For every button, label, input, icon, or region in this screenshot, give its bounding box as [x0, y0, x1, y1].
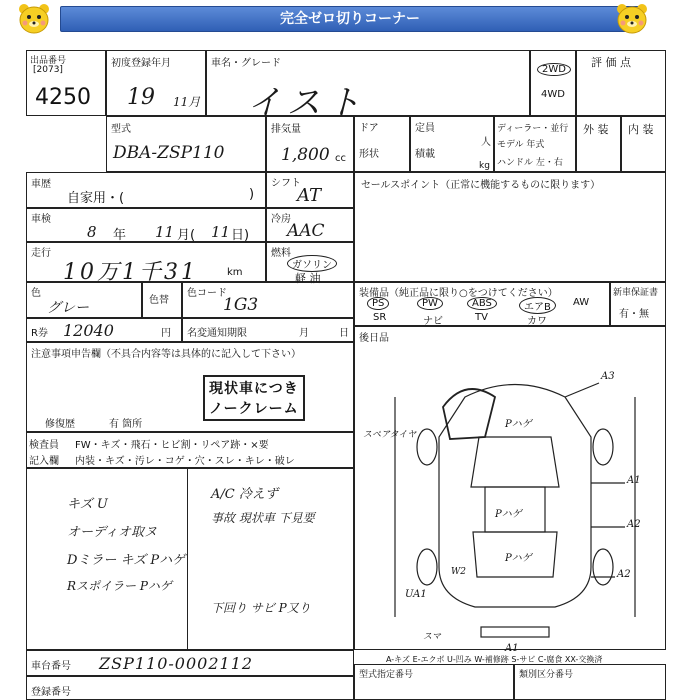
- color-label: 色: [31, 288, 41, 299]
- equipment-label: 装備品（純正品に限り○をつけてください）: [359, 288, 558, 299]
- handle-label: ハンドル 左・右: [497, 158, 563, 168]
- equipment-leather: カワ: [527, 316, 547, 327]
- color-code-label: 色コード: [187, 288, 227, 299]
- stamp-line-2: ノークレーム: [209, 401, 299, 417]
- drive-4wd: 4WD: [541, 89, 565, 100]
- ac-cell: [266, 208, 354, 242]
- title-transfer-label: 名変通知期限: [187, 328, 247, 339]
- color-code-cell: [182, 282, 354, 318]
- diagram-mark: スペアタイヤ: [363, 430, 417, 440]
- fuel-diesel: 軽 油: [295, 272, 321, 285]
- mascot-bear-icon: [14, 2, 54, 36]
- mileage-unit: km: [227, 267, 243, 278]
- kg-unit: kg: [479, 161, 490, 171]
- reg-no-cell: [26, 676, 354, 700]
- diagram-mark: A1: [505, 643, 519, 654]
- title-transfer-cell: [182, 318, 354, 342]
- dealer-cell: [494, 116, 576, 172]
- remark-right: A/C 冷えず: [211, 487, 278, 502]
- inspector-cell: [26, 432, 354, 468]
- remark-left: オーディオ取ヌ: [67, 525, 157, 540]
- lot-number: 4250: [35, 85, 91, 110]
- ac-value: AAC: [287, 221, 325, 241]
- interior-label: 内 装: [628, 123, 654, 136]
- car-history-close: ): [249, 187, 255, 202]
- displacement-unit: cc: [335, 153, 346, 164]
- first-reg-cell: [106, 50, 206, 116]
- diagram-mark: スマ: [423, 632, 441, 642]
- equipment-sr: SR: [373, 312, 387, 323]
- load-label: 積載: [415, 149, 435, 160]
- notes-label: 注意事項申告欄（不具合内容等は具体的に記入して下さい）: [31, 349, 301, 360]
- car-diagram: [355, 327, 667, 651]
- fuel-label: 燃料: [271, 248, 291, 259]
- first-reg-month: 11月: [173, 95, 201, 109]
- warranty-label: 新車保証書: [613, 288, 659, 298]
- entry-label: 記入欄: [29, 456, 59, 467]
- inspector-label: 検査員: [29, 440, 59, 451]
- dealer-label: ディーラー・並行: [497, 124, 569, 134]
- car-name-label: 車名・グレード: [211, 58, 281, 69]
- reg-no-label: 登録番号: [31, 687, 71, 698]
- fuel-cell: [266, 242, 354, 285]
- mileage-value: 10万1千31: [63, 260, 198, 285]
- capacity-cell: [410, 116, 494, 172]
- mileage-cell: [26, 242, 266, 285]
- diagram-mark: Pハゲ: [505, 419, 532, 430]
- car-history-value: 自家用・(: [67, 191, 125, 206]
- diagram-mark: Pハゲ: [495, 509, 522, 520]
- sales-point-label: セールスポイント（正常に機能するものに限ります）: [361, 180, 601, 191]
- exterior-label: 外 装: [583, 123, 609, 136]
- remark-left: Rスポイラー Pハゲ: [67, 579, 172, 593]
- category-cell: [514, 664, 666, 700]
- displacement-value: 1,800: [281, 145, 330, 165]
- color-no-cell: [142, 282, 182, 318]
- exterior-cell: [576, 116, 621, 172]
- ac-label: 冷房: [271, 214, 291, 225]
- remark-left: Dミラー キズ Pハゲ: [67, 553, 186, 568]
- chassis-cell: [26, 650, 354, 676]
- model-cell: [106, 116, 266, 172]
- color-code-value: 1G3: [223, 295, 259, 315]
- equipment-navi: ナビ: [423, 316, 443, 327]
- diagram-mark: A2: [627, 519, 641, 530]
- equipment-aw: AW: [573, 297, 590, 308]
- no-claim-stamp: [203, 375, 305, 421]
- day-label: 日: [339, 328, 349, 339]
- notes-cell: [26, 342, 354, 432]
- drive-2wd: 2WD: [537, 63, 571, 76]
- shape-label: 形状: [359, 149, 379, 160]
- warranty-cell: [610, 282, 666, 326]
- remark-right: 下回り サビ P又り: [211, 601, 311, 615]
- equipment-airbag: エアB: [519, 297, 556, 314]
- door-cell: [354, 116, 410, 172]
- recycle-cell: [26, 318, 182, 342]
- shift-value: AT: [297, 185, 322, 206]
- color-value: グレー: [47, 300, 89, 316]
- car-name-value: イスト: [247, 83, 367, 123]
- chassis-value: ZSP110-0002112: [99, 654, 254, 673]
- equipment-tv: TV: [475, 312, 488, 323]
- entry-items: 内装・キズ・汚レ・コゲ・穴・スレ・キレ・破レ: [75, 456, 295, 467]
- repair-value: 有 箇所: [109, 419, 143, 430]
- warranty-value: 有・無: [619, 309, 649, 320]
- interior-cell: [621, 116, 666, 172]
- mileage-label: 走行: [31, 248, 51, 259]
- remark-left: キズ U: [67, 497, 108, 512]
- inspection-label: 車検: [31, 214, 51, 225]
- shift-cell: [266, 172, 354, 208]
- diagram-mark: UA1: [405, 589, 427, 600]
- diagram-mark: Pハゲ: [505, 553, 532, 564]
- diagram-cell: [354, 326, 666, 654]
- header-banner: [0, 0, 700, 36]
- model-value: DBA-ZSP110: [113, 143, 225, 163]
- car-name-cell: [206, 50, 530, 123]
- equipment-pw: PW: [417, 297, 443, 310]
- equipment-ps: PS: [367, 297, 389, 310]
- inspection-year: 8: [87, 223, 97, 241]
- damage-legend: A-キズ E-エクボ U-凹み W-補修跡 S-サビ C-腐食 XX-交換済: [386, 655, 603, 664]
- equipment-cell: [354, 282, 610, 326]
- diagram-mark: W2: [451, 567, 466, 577]
- first-reg-label: 初度登録年月: [111, 58, 171, 69]
- first-reg-year: 19: [127, 85, 155, 110]
- displacement-label: 排気量: [271, 124, 301, 135]
- remark-right: 事故 現状車 下見要: [211, 511, 315, 525]
- inspection-day-unit: 日): [231, 228, 250, 243]
- fuel-gasoline: ガソリン: [287, 255, 337, 272]
- banner-title: 完全ゼロ切りコーナー: [60, 6, 640, 32]
- mascot-bear-icon: [612, 2, 652, 36]
- equipment-abs: ABS: [467, 297, 497, 310]
- diagram-mark: A3: [601, 371, 615, 382]
- sales-point-cell: [354, 172, 666, 282]
- type-designation-cell: [354, 664, 514, 700]
- inspection-month-unit: 月(: [177, 228, 196, 243]
- car-history-label: 車歴: [31, 179, 51, 190]
- car-history-cell: [26, 172, 266, 208]
- diagram-mark: A2: [617, 569, 631, 580]
- model-label: 型式: [111, 124, 131, 135]
- recycle-value: 12040: [63, 321, 114, 340]
- lot-sub: [2073]: [33, 65, 63, 75]
- lot-cell: [26, 50, 106, 116]
- category-label: 類別区分番号: [519, 670, 574, 680]
- diagram-mark: A1: [627, 475, 641, 486]
- inspector-items: FW・キズ・飛石・ヒビ割・リペア跡・×要: [75, 440, 269, 451]
- model-year-label: モデル 年式: [497, 140, 545, 150]
- chassis-label: 車台番号: [31, 661, 71, 672]
- repair-label: 修復歴: [45, 419, 75, 430]
- color-no-label: 色替: [149, 295, 169, 306]
- rating-cell: [576, 50, 666, 116]
- type-designation-label: 型式指定番号: [359, 670, 414, 680]
- auction-sheet: [26, 50, 666, 700]
- color-cell: [26, 282, 142, 318]
- recycle-label: R券: [31, 328, 48, 339]
- inspection-month: 11: [155, 223, 175, 241]
- remarks-cell: [26, 468, 354, 650]
- shift-label: シフト: [271, 178, 301, 189]
- after-install-label: 後日品: [359, 333, 389, 344]
- inspection-year-unit: 年: [113, 228, 127, 243]
- door-label: ドア: [359, 123, 379, 134]
- recycle-unit: 円: [161, 328, 171, 339]
- displacement-cell: [266, 116, 354, 172]
- inspection-cell: [26, 208, 266, 242]
- stamp-line-1: 現状車につき: [209, 381, 299, 397]
- drive-cell: [530, 50, 576, 116]
- inspection-day: 11: [211, 223, 231, 241]
- persons-unit: 人: [481, 137, 491, 148]
- capacity-label: 定員: [415, 123, 435, 134]
- lot-label: 出品番号: [30, 56, 67, 66]
- month-label: 月: [299, 328, 309, 339]
- rating-label: 評 価 点: [591, 56, 631, 69]
